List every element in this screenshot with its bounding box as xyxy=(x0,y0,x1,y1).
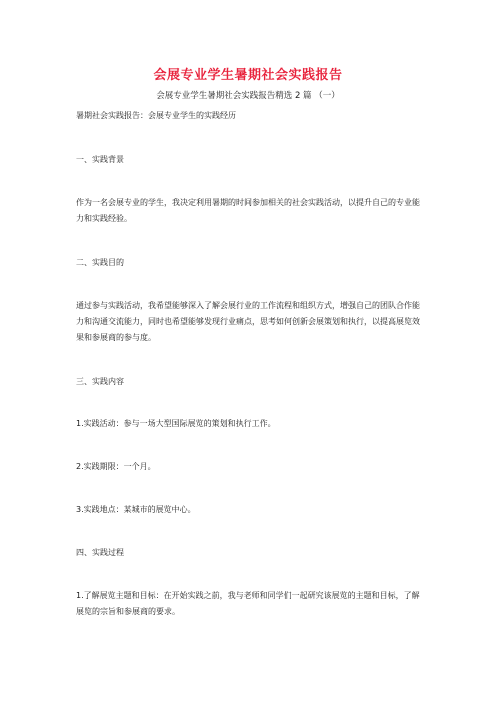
intro-line: 暑期社会实践报告：会展专业学生的实践经历 xyxy=(76,111,236,120)
section-heading-background: 一、实践背景 xyxy=(76,155,124,164)
paragraph-purpose: 通过参与实践活动，我希望能够深入了解会展行业的工作流程和组织方式，增强自己的团队合作能力和沟通交流能力，同时也希望能够发现行业痛点，思考如何创新会展策划和执行，以提高展览效果和参展商的参与度。 xyxy=(76,301,420,342)
paragraph-process-1: 1.了解展览主题和目标：在开始实践之前，我与老师和同学们一起研究该展览的主题和目标，了解展览的宗旨和参展商的要求。 xyxy=(76,591,420,616)
section-heading-process: 四、实践过程 xyxy=(76,548,124,557)
paragraph-background: 作为一名会展专业的学生，我决定利用暑期的时间参加相关的社会实践活动，以提升自己的专业能力和实践经验。 xyxy=(76,198,420,223)
paragraph-duration: 2.实践期限：一个月。 xyxy=(76,462,156,471)
document-title: 会展专业学生暑期社会实践报告 xyxy=(153,68,343,83)
paragraph-activity: 1.实践活动：参与一场大型国际展览的策划和执行工作。 xyxy=(76,419,276,428)
section-heading-content: 三、实践内容 xyxy=(76,377,124,386)
paragraph-location: 3.实践地点：某城市的展览中心。 xyxy=(76,505,196,514)
document-subtitle: 会展专业学生暑期社会实践报告精选 2 篇 （一） xyxy=(156,91,340,101)
section-heading-purpose: 二、实践目的 xyxy=(76,258,124,267)
